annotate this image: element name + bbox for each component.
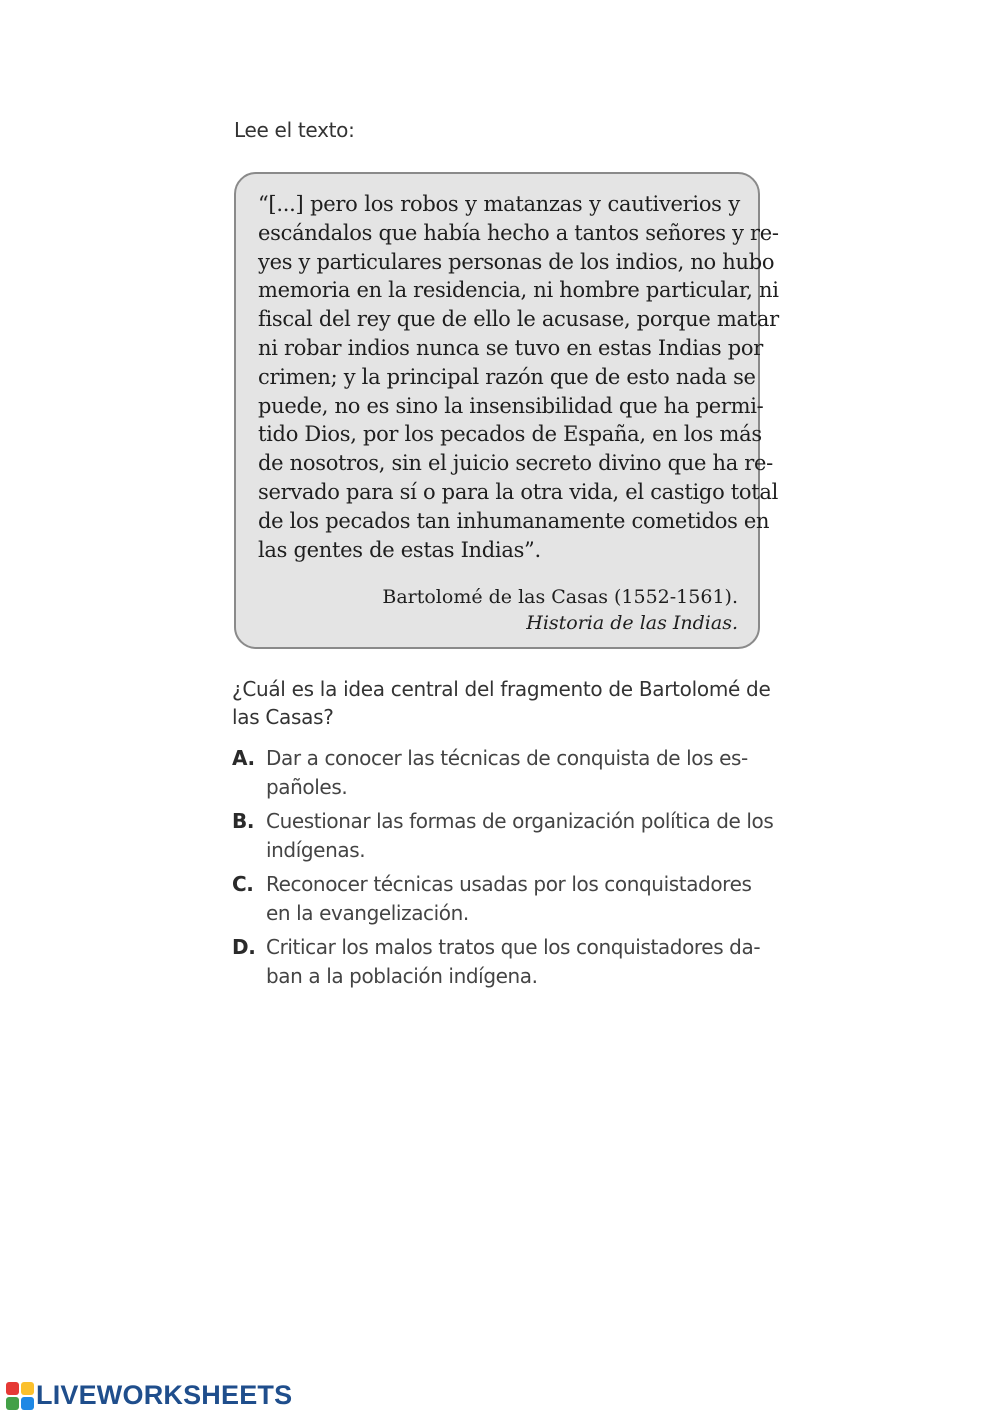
option-letter: A. bbox=[232, 746, 255, 770]
option-letter: B. bbox=[232, 809, 255, 833]
options-list bbox=[232, 744, 772, 996]
quote-line: las gentes de estas Indias”. bbox=[258, 537, 541, 562]
option-letter: D. bbox=[232, 935, 256, 959]
quote-line: ni robar indios nunca se tuvo en estas Indias por bbox=[258, 335, 763, 360]
option-text-line: Criticar los malos tratos que los conquistadores da- bbox=[266, 935, 761, 959]
footer-logo[interactable] bbox=[6, 1380, 292, 1411]
logo-square-red bbox=[6, 1382, 19, 1395]
option-text-line: en la evangelización. bbox=[266, 900, 469, 925]
option-text-line: Reconocer técnicas usadas por los conquistadores bbox=[266, 872, 752, 896]
logo-text: LIVEWORKSHEETS bbox=[36, 1380, 293, 1410]
quote-line: de los pecados tan inhumanamente cometidos en bbox=[258, 508, 770, 533]
logo-square-yellow bbox=[21, 1382, 34, 1395]
option-letter: C. bbox=[232, 872, 254, 896]
option-a[interactable] bbox=[232, 744, 772, 801]
quote-line: “[...] pero los robos y matanzas y cautiverios y bbox=[258, 192, 740, 216]
option-c[interactable] bbox=[232, 870, 772, 927]
option-d[interactable] bbox=[232, 933, 772, 990]
option-b[interactable] bbox=[232, 807, 772, 864]
quote-line: de nosotros, sin el juicio secreto divino que ha re- bbox=[258, 451, 773, 476]
citation bbox=[382, 584, 738, 636]
option-text-line: pañoles. bbox=[266, 774, 348, 799]
liveworksheets-logo-icon bbox=[6, 1382, 34, 1410]
instruction-text: Lee el texto: bbox=[234, 118, 355, 142]
question-text: ¿Cuál es la idea central del fragmento de Bartolomé de las Casas? bbox=[232, 677, 771, 729]
quote-line: crimen; y la principal razón que de esto nada se bbox=[258, 364, 756, 389]
logo-square-green bbox=[6, 1397, 19, 1410]
quote-line: tido Dios, por los pecados de España, en los más bbox=[258, 422, 762, 447]
logo-square-blue bbox=[21, 1397, 34, 1410]
option-text-line: ban a la población indígena. bbox=[266, 963, 538, 988]
quote-line: yes y particulares personas de los indios, no hubo bbox=[258, 249, 775, 274]
option-text-line: Dar a conocer las técnicas de conquista de los es- bbox=[266, 746, 748, 770]
quote-line: servado para sí o para la otra vida, el castigo total bbox=[258, 479, 779, 504]
option-text-line: indígenas. bbox=[266, 837, 366, 862]
quote-line: puede, no es sino la insensibilidad que ha permi- bbox=[258, 393, 764, 418]
quote-line: escándalos que había hecho a tantos señores y re- bbox=[258, 220, 779, 245]
citation-author: Bartolomé de las Casas (1552-1561). bbox=[382, 586, 738, 608]
citation-title: Historia de las Indias. bbox=[526, 612, 738, 634]
quote-box bbox=[234, 172, 779, 649]
quote-line: memoria en la residencia, ni hombre particular, ni bbox=[258, 278, 779, 303]
option-text-line: Cuestionar las formas de organización política de los bbox=[266, 809, 774, 833]
quote-line: fiscal del rey que de ello le acusase, porque matar bbox=[258, 307, 779, 332]
